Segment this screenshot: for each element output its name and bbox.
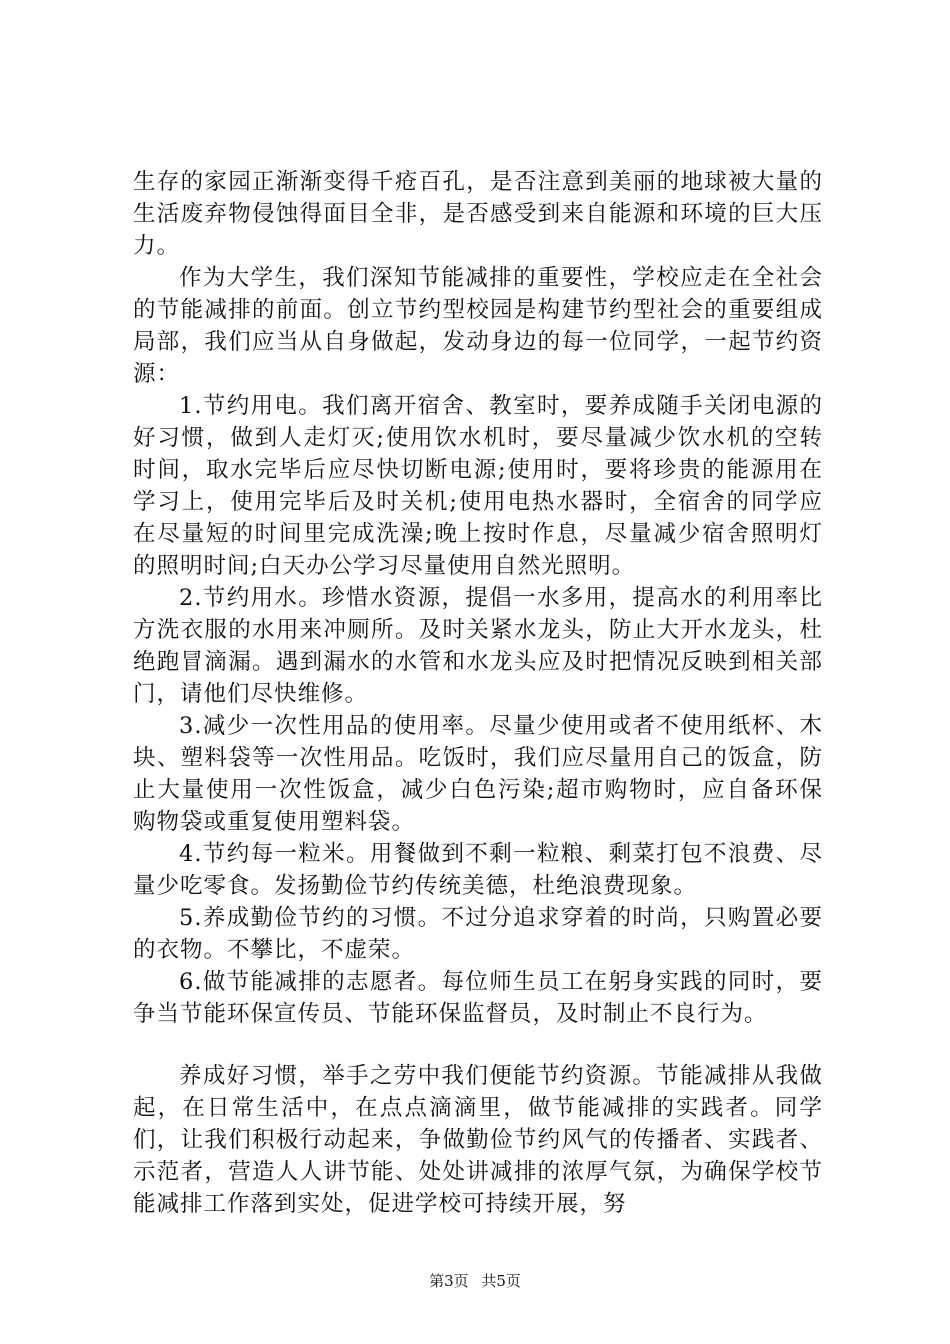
paragraph-item-4: 4.节约每一粒米。用餐做到不剩一粒粮、剩菜打包不浪费、尽量少吃零食。发扬勤俭节约传统美德，杜绝浪费现象。: [133, 841, 823, 899]
page-total: 共5页: [481, 1272, 521, 1290]
paragraph-item-5: 5.养成勤俭节约的习惯。不过分追求穿着的时尚，只购置必要的衣物。不攀比，不虚荣。: [133, 905, 823, 963]
paragraph-intro: 作为大学生，我们深知节能减排的重要性，学校应走在全社会的节能减排的前面。创立节约型校园是构建节约型社会的重要组成局部，我们应当从自身做起，发动身边的每一位同学，一起节约资源：: [133, 265, 823, 387]
paragraph-item-6: 6.做节能减排的志愿者。每位师生员工在躬身实践的同时，要争当节能环保宣传员、节能环保监督员，及时制止不良行为。: [133, 969, 823, 1027]
page-number: 第3页: [429, 1272, 469, 1290]
page-footer: [0, 1271, 950, 1291]
paragraph-continuation: 生存的家园正渐渐变得千疮百孔，是否注意到美丽的地球被大量的生活废弃物侵蚀得面目全非，是否感受到来自能源和环境的巨大压力。: [133, 169, 823, 259]
paragraph-item-3: 3.减少一次性用品的使用率。尽量少使用或者不使用纸杯、木块、塑料袋等一次性用品。吃饭时，我们应尽量用自己的饭盒，防止大量使用一次性饭盒，减少白色污染;超市购物时，应自备环保购物袋或重复使用塑料袋。: [133, 713, 823, 835]
paragraph-item-1: 1.节约用电。我们离开宿舍、教室时，要养成随手关闭电源的好习惯，做到人走灯灭;使用饮水机时，要尽量减少饮水机的空转时间，取水完毕后应尽快切断电源;使用时，要将珍贵的能源用在学习上，使用完毕后及时关机;使用电热水器时，全宿舍的同学应在尽量短的时间里完成洗澡;晚上按时作息，尽量减少宿舍照明灯的照明时间;白天办公学习尽量使用自然光照明。: [133, 393, 823, 579]
paragraph-closing: 养成好习惯，举手之劳中我们便能节约资源。节能减排从我做起，在日常生活中，在点点滴滴里，做节能减排的实践者。同学们，让我们积极行动起来，争做勤俭节约风气的传播者、实践者、示范者，营造人人讲节能、处处讲减排的浓厚气氛，为确保学校节能减排工作落到实处，促进学校可持续开展，努: [133, 1063, 823, 1217]
paragraph-item-2: 2.节约用水。珍惜水资源，提倡一水多用，提高水的利用率比方洗衣服的水用来冲厕所。及时关紧水龙头，防止大开水龙头，杜绝跑冒滴漏。遇到漏水的水管和水龙头应及时把情况反映到相关部门，请他们尽快维修。: [133, 585, 823, 707]
document-body: [133, 166, 823, 1220]
